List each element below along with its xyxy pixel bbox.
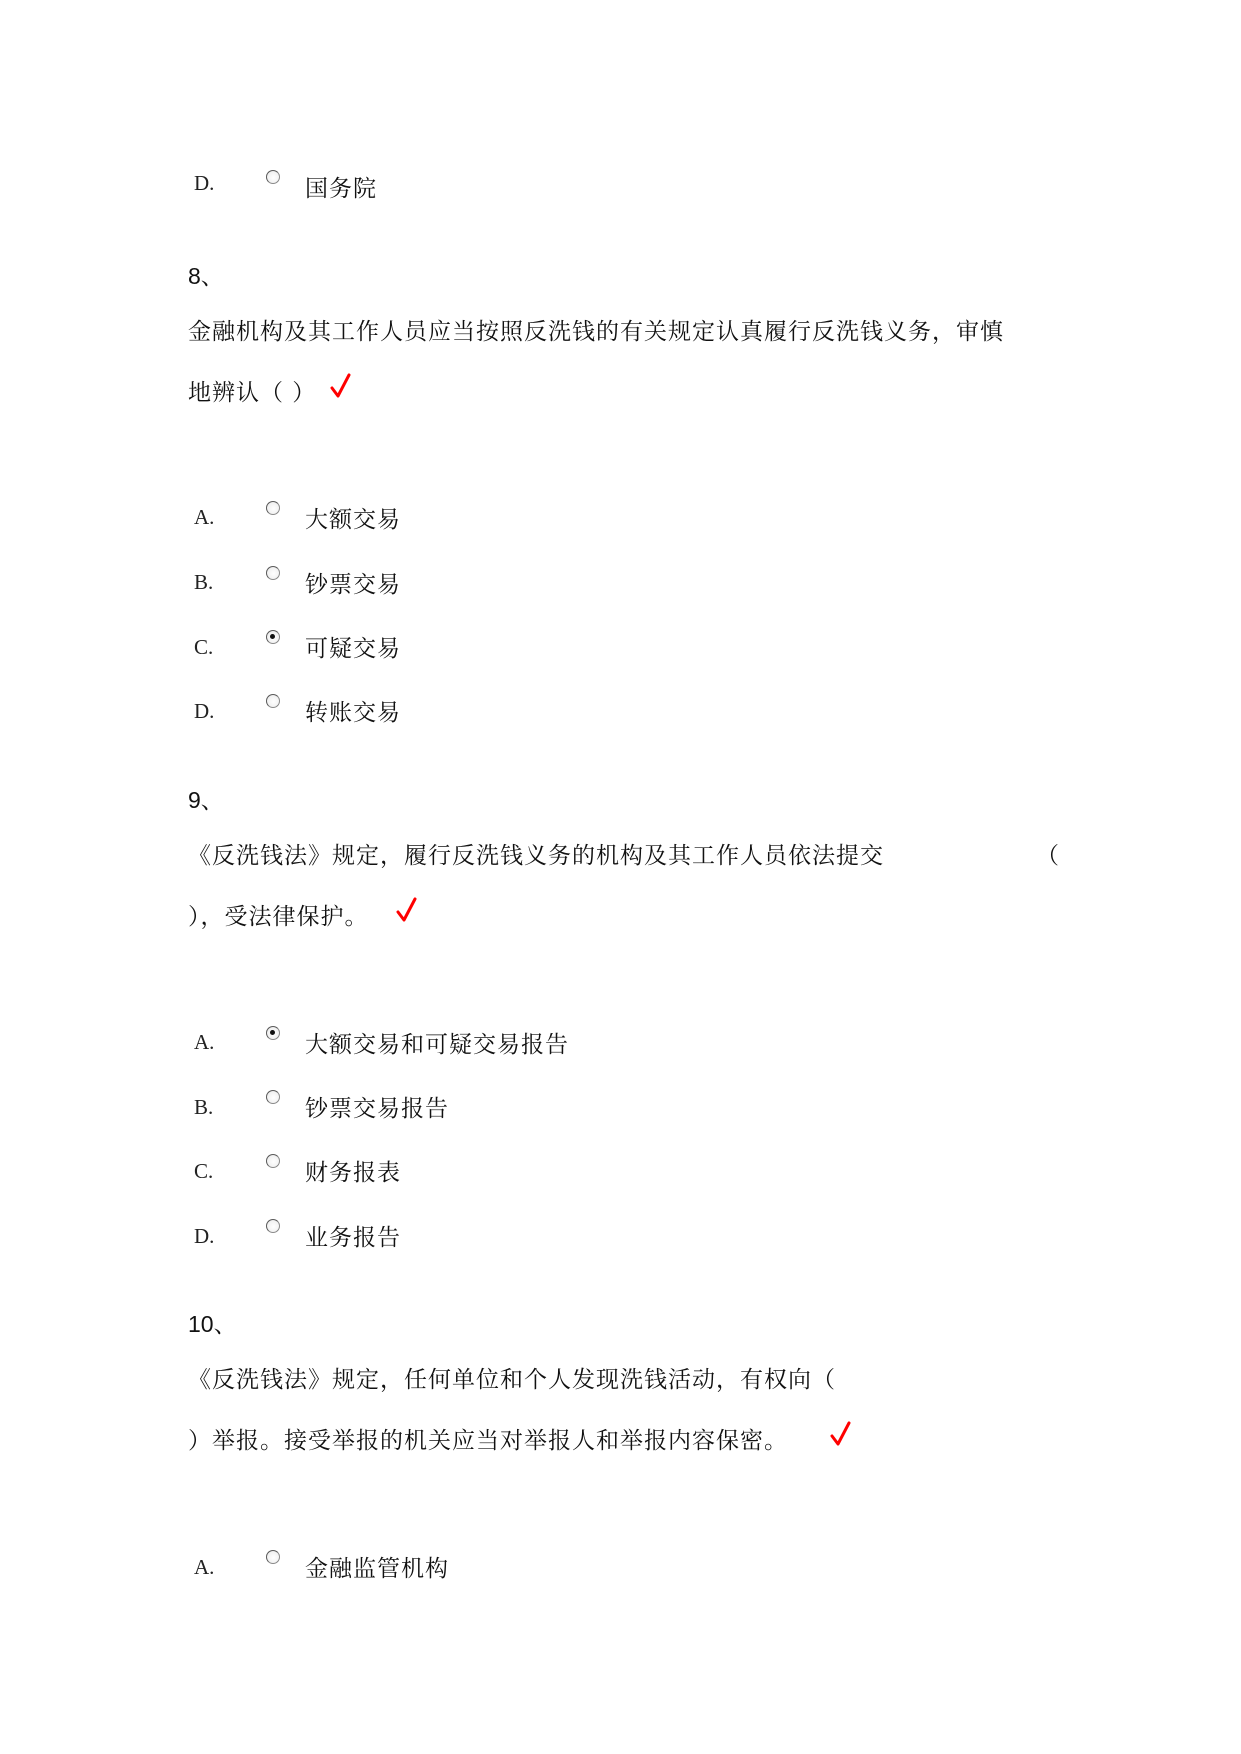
question-number: 8、 bbox=[188, 263, 224, 289]
question-number: 9、 bbox=[188, 787, 224, 813]
option-text: 钞票交易 bbox=[305, 572, 401, 598]
option-text: 大额交易和可疑交易报告 bbox=[305, 1032, 569, 1058]
option-radio[interactable] bbox=[266, 694, 280, 708]
option-radio-selected[interactable] bbox=[266, 630, 280, 644]
question-text-line2: ）举报。接受举报的机关应当对举报人和举报内容保密。 bbox=[188, 1428, 788, 1454]
check-icon bbox=[330, 372, 352, 400]
option-radio[interactable] bbox=[266, 1550, 280, 1564]
option-radio[interactable] bbox=[266, 1090, 280, 1104]
option-radio[interactable] bbox=[266, 501, 280, 515]
option-text: 业务报告 bbox=[305, 1225, 401, 1251]
option-text: 大额交易 bbox=[305, 507, 401, 533]
option-letter: D. bbox=[194, 699, 215, 723]
option-radio[interactable] bbox=[266, 1154, 280, 1168]
option-letter: A. bbox=[194, 505, 215, 529]
option-radio[interactable] bbox=[266, 170, 280, 184]
check-icon bbox=[830, 1420, 852, 1448]
question-text-line2: 地辨认（ ） bbox=[188, 380, 317, 406]
question-text-line2: ），受法律保护。 bbox=[188, 904, 369, 930]
question-text-line1: 《反洗钱法》规定，任何单位和个人发现洗钱活动，有权向（ bbox=[188, 1367, 836, 1393]
option-text: 钞票交易报告 bbox=[305, 1096, 449, 1122]
option-text: 可疑交易 bbox=[305, 636, 401, 662]
question-text-line1: 金融机构及其工作人员应当按照反洗钱的有关规定认真履行反洗钱义务，审慎 bbox=[188, 319, 1004, 345]
option-text: 转账交易 bbox=[305, 700, 401, 726]
question-number: 10、 bbox=[188, 1311, 237, 1337]
check-icon bbox=[396, 896, 418, 924]
question-text-paren: （ bbox=[1036, 843, 1060, 869]
option-letter: D. bbox=[194, 171, 215, 195]
option-letter: C. bbox=[194, 1159, 214, 1183]
option-text: 金融监管机构 bbox=[305, 1556, 449, 1582]
option-radio-selected[interactable] bbox=[266, 1026, 280, 1040]
option-letter: C. bbox=[194, 635, 214, 659]
option-letter: B. bbox=[194, 570, 214, 594]
option-letter: B. bbox=[194, 1095, 214, 1119]
option-text: 国务院 bbox=[305, 176, 377, 202]
option-radio[interactable] bbox=[266, 566, 280, 580]
question-text-line1: 《反洗钱法》规定，履行反洗钱义务的机构及其工作人员依法提交 bbox=[188, 843, 884, 869]
option-letter: D. bbox=[194, 1224, 215, 1248]
option-letter: A. bbox=[194, 1555, 215, 1579]
option-letter: A. bbox=[194, 1030, 215, 1054]
option-text: 财务报表 bbox=[305, 1160, 401, 1186]
option-radio[interactable] bbox=[266, 1219, 280, 1233]
